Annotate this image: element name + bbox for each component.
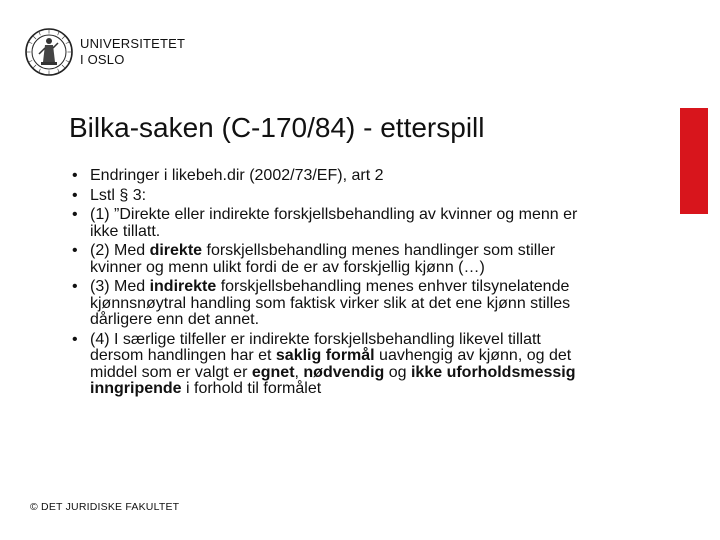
bullet-bold-text: indirekte <box>149 278 217 295</box>
bullet-item <box>70 188 590 205</box>
university-seal-icon <box>24 26 74 78</box>
university-name-line1: UNIVERSITETET <box>80 36 186 51</box>
bullet-list <box>70 168 590 401</box>
university-name-line2: I OSLO <box>80 52 125 67</box>
bullet-text: uavhengig av kjønn, og det middel som er valgt er <box>90 347 572 381</box>
slide-title: Bilka-saken (C-170/84) - etterspill <box>69 112 485 143</box>
bullet-bold-text: direkte <box>149 242 203 259</box>
bullet-item <box>70 243 590 276</box>
bullet-text: , <box>294 363 304 381</box>
bullet-text: (4) I særlige tilfeller er indirekte forskjellsbehandling likevel tillatt dersom handlingen har et <box>90 330 541 364</box>
bullet-text: Lstl § 3: <box>90 186 147 204</box>
bullet-bold-text: nødvendig <box>303 363 385 381</box>
bullet-dot-icon: • <box>72 206 78 223</box>
bullet-text: i forhold til formålet <box>181 380 322 397</box>
bullet-item <box>70 207 590 240</box>
bullet-item <box>70 332 590 398</box>
bullet-text: (3) Med <box>90 278 150 295</box>
bullet-bold-text: ikke uforholdsmessig inngripende <box>90 363 576 397</box>
bullet-dot-icon: • <box>72 186 78 204</box>
accent-bar <box>680 108 708 214</box>
bullet-dot-icon: • <box>72 330 78 348</box>
bullet-dot-icon: • <box>72 167 78 184</box>
bullet-text: (1) ”Direkte eller indirekte forskjellsbehandling av kvinner og menn er ikke tillatt. <box>90 206 578 240</box>
bullet-bold-text: egnet <box>251 363 295 381</box>
bullet-text: Endringer i likebeh.dir (2002/73/EF), art 2 <box>90 167 384 184</box>
bullet-text: forskjellsbehandling menes enhver tilsynelatende kjønnsnøytral handling som faktisk virker slik at det ene kjønn stilles dårligere enn det annet. <box>90 278 571 328</box>
bullet-text: (2) Med <box>90 242 150 259</box>
bullet-text: og <box>384 363 411 381</box>
university-name <box>80 36 185 68</box>
bullet-bold-text: saklig formål <box>275 347 375 364</box>
bullet-item <box>70 168 590 185</box>
bullet-text: forskjellsbehandling menes handlinger som stiller kvinner og menn ulikt fordi de er av forskjellig kjønn (…) <box>90 242 556 276</box>
bullet-dot-icon: • <box>72 278 78 295</box>
bullet-dot-icon: • <box>72 242 78 259</box>
footer-text: © DET JURIDISKE FAKULTET <box>30 501 180 513</box>
bullet-item <box>70 279 590 329</box>
